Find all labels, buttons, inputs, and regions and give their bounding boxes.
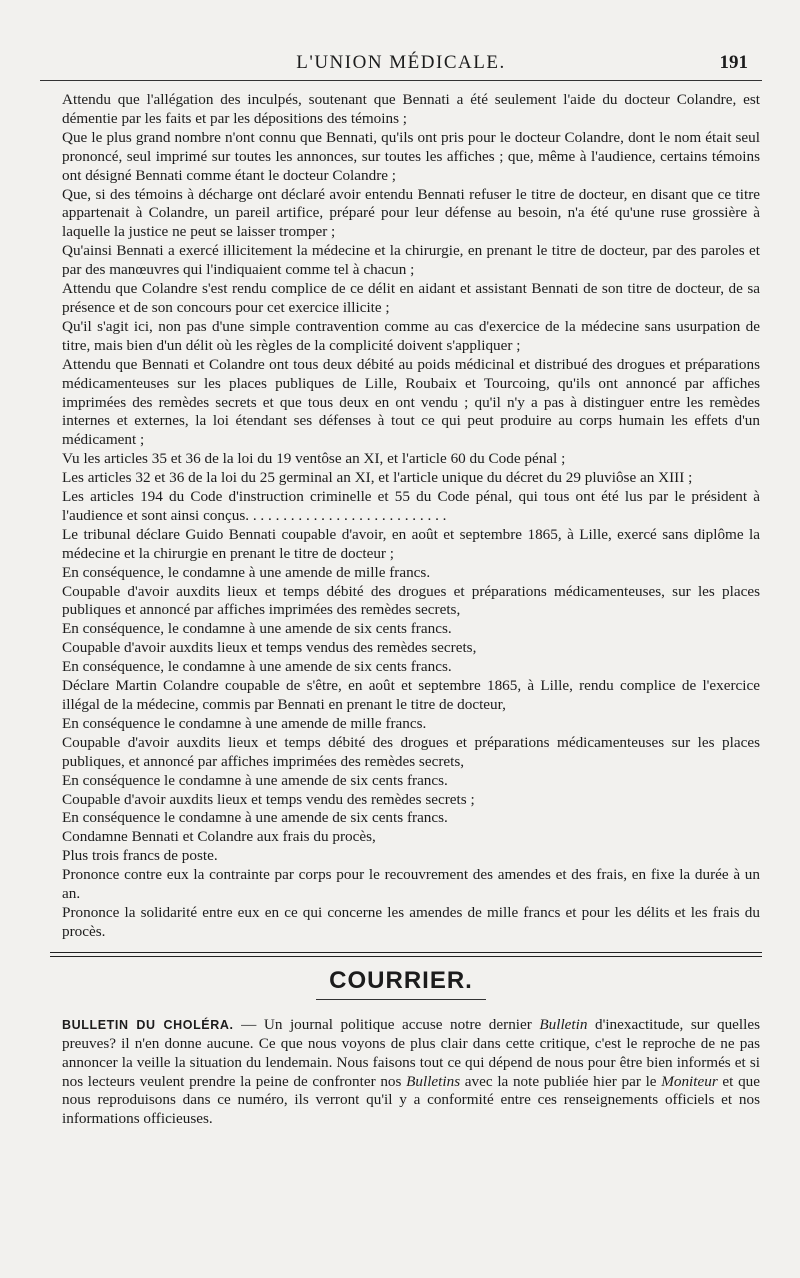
verdict-paragraph: Que, si des témoins à décharge ont déclaré avoir entendu Bennati refuser le titre de docteur, en disant que ce titre appartenait à Colandre, un pareil artifice, préparé pour leur défense au besoin, n'a été qu'une ruse grossière à laquelle la justice ne peut se laisser tromper ; (62, 185, 760, 241)
verdict-text (40, 91, 762, 942)
verdict-paragraph: Attendu que Colandre s'est rendu complice de ce délit en aidant et assistant Bennati de son titre de docteur, de sa présence et de son concours pour cet exercice illicite ; (62, 280, 760, 316)
verdict-paragraph: En conséquence, le condamne à une amende de mille francs. (62, 563, 431, 581)
verdict-paragraph: En conséquence le condamne à une amende de mille francs. (62, 714, 427, 732)
verdict-paragraph: Coupable d'avoir auxdits lieux et temps vendus des remèdes secrets, (62, 639, 477, 657)
verdict-paragraph: Prononce la solidarité entre eux en ce qui concerne les amendes de mille francs et pour les délits et les frais du procès. (62, 903, 760, 940)
courrier-text-3: avec la note publiée hier par le (460, 1072, 662, 1090)
verdict-paragraph: Vu les articles 35 et 36 de la loi du 19 ventôse an XI, et l'article 60 du Code pénal ; (62, 450, 566, 468)
verdict-paragraph: Coupable d'avoir auxdits lieux et temps vendu des remèdes secrets ; (62, 790, 475, 808)
running-title: L'UNION MÉDICALE. (296, 52, 506, 73)
verdict-paragraph: Les articles 32 et 36 de la loi du 25 germinal an XI, et l'article unique du décret du 29 pluviôse an XIII ; (62, 469, 693, 487)
verdict-paragraph: Coupable d'avoir auxdits lieux et temps débité des drogues et préparations médicamenteuses sur les places publiques, et annoncé par affiches imprimées des remèdes secrets, (62, 733, 760, 770)
section-divider (50, 952, 762, 957)
section-title-rule (316, 999, 486, 1000)
verdict-paragraph: Plus trois francs de poste. (62, 847, 218, 865)
verdict-paragraph: Attendu que l'allégation des inculpés, soutenant que Bennati a été seulement l'aide du docteur Colandre, est démentie par les faits et par les dépositions des témoins ; (62, 91, 760, 127)
courrier-text-4: et que nous reproduisons dans ce numéro, ils verront qu'il y a conformité entre ces renseignements officiels et nos informations officieuses. (62, 1072, 761, 1128)
bulletin-lead: BULLETIN DU CHOLÉRA. (62, 1017, 234, 1032)
courrier-text-2: d'inexactitude, sur quelles preuves? il n'en donne aucune. Ce que nous voyons de plus clair dans cette critique, c'est le reproche de ne pas annoncer la veille la situation du lendemain. Nous faisons tout ce qui dépend de nous pour être bien informés et si nos lecteurs veulent prendre la peine de confronter nos (62, 1015, 761, 1090)
courrier-italic-2: Bulletins (406, 1072, 461, 1090)
verdict-paragraph: Attendu que Bennati et Colandre ont tous deux débité au poids médicinal et distribué des drogues et préparations médicamenteuses sur les places publiques de Lille, Roubaix et Tourcoing, qu'ils ont annoncé par affiches imprimées des remèdes secrets et que tous deux en ont vendu ; qu'il n'y a pas à distinguer entre les remèdes internes et externes, la loi étendant ses défenses à tout ce qui peut produire au corps humain les effets d'un médicament ; (62, 355, 760, 449)
verdict-paragraph: En conséquence le condamne à une amende de six cents francs. (62, 771, 448, 789)
page-number: 191 (719, 52, 748, 73)
courrier-italic-3: Moniteur (661, 1072, 718, 1090)
section-title: COURRIER. (329, 966, 473, 994)
page-header (40, 40, 762, 74)
verdict-paragraph: Les articles 194 du Code d'instruction criminelle et 55 du Code pénal, qui tous ont été lus par le président à l'audience et sont ainsi conçus. . . . . . . . . . . . . . . . . . . . . . . . . . . (62, 488, 760, 524)
verdict-paragraph: Que le plus grand nombre n'ont connu que Bennati, qu'ils ont pris pour le docteur Colandre, dont le nom était seul prononcé, seul imprimé sur toutes les annonces, sur toutes les affiches ; que, même à l'audience, certains témoins ont désigné Bennati comme étant le docteur Colandre ; (62, 128, 760, 184)
courrier-italic-1: Bulletin (539, 1015, 588, 1033)
courrier-paragraph (40, 1016, 762, 1129)
courrier-text-1: — Un journal politique accuse notre dernier (233, 1015, 540, 1033)
verdict-paragraph: En conséquence, le condamne à une amende de six cents francs. (62, 620, 452, 638)
verdict-paragraph: Déclare Martin Colandre coupable de s'être, en août et septembre 1865, à Lille, rendu complice de l'exercice illégal de la médecine, commis par Bennati en prenant le titre de docteur, (62, 677, 760, 713)
verdict-paragraph: En conséquence le condamne à une amende de six cents francs. (62, 809, 448, 827)
verdict-paragraph: Qu'ainsi Bennati a exercé illicitement la médecine et la chirurgie, en prenant le titre de docteur, par des paroles et par des manœuvres qui l'indiquaient comme tel à chacun ; (62, 242, 760, 279)
verdict-paragraph: Condamne Bennati et Colandre aux frais du procès, (62, 828, 376, 846)
verdict-paragraph: Qu'il s'agit ici, non pas d'une simple contravention comme au cas d'exercice de la médecine sans usurpation de titre, mais bien d'un délit où les règles de la complicité doivent s'appliquer ; (62, 317, 760, 354)
header-rule (40, 80, 762, 81)
verdict-paragraph: Le tribunal déclare Guido Bennati coupable d'avoir, en août et septembre 1865, à Lille, exercé sans diplôme la médecine et la chirurgie en prenant le titre de docteur ; (62, 525, 760, 562)
verdict-paragraph: Coupable d'avoir auxdits lieux et temps débité des drogues et préparations médicamenteuses, sur les places publiques et annoncé par affiches imprimées des remèdes secrets, (62, 582, 760, 619)
verdict-paragraph: En conséquence, le condamne à une amende de six cents francs. (62, 658, 452, 676)
verdict-paragraph: Prononce contre eux la contrainte par corps pour le recouvrement des amendes et des frais, en fixe la durée à un an. (62, 866, 760, 903)
